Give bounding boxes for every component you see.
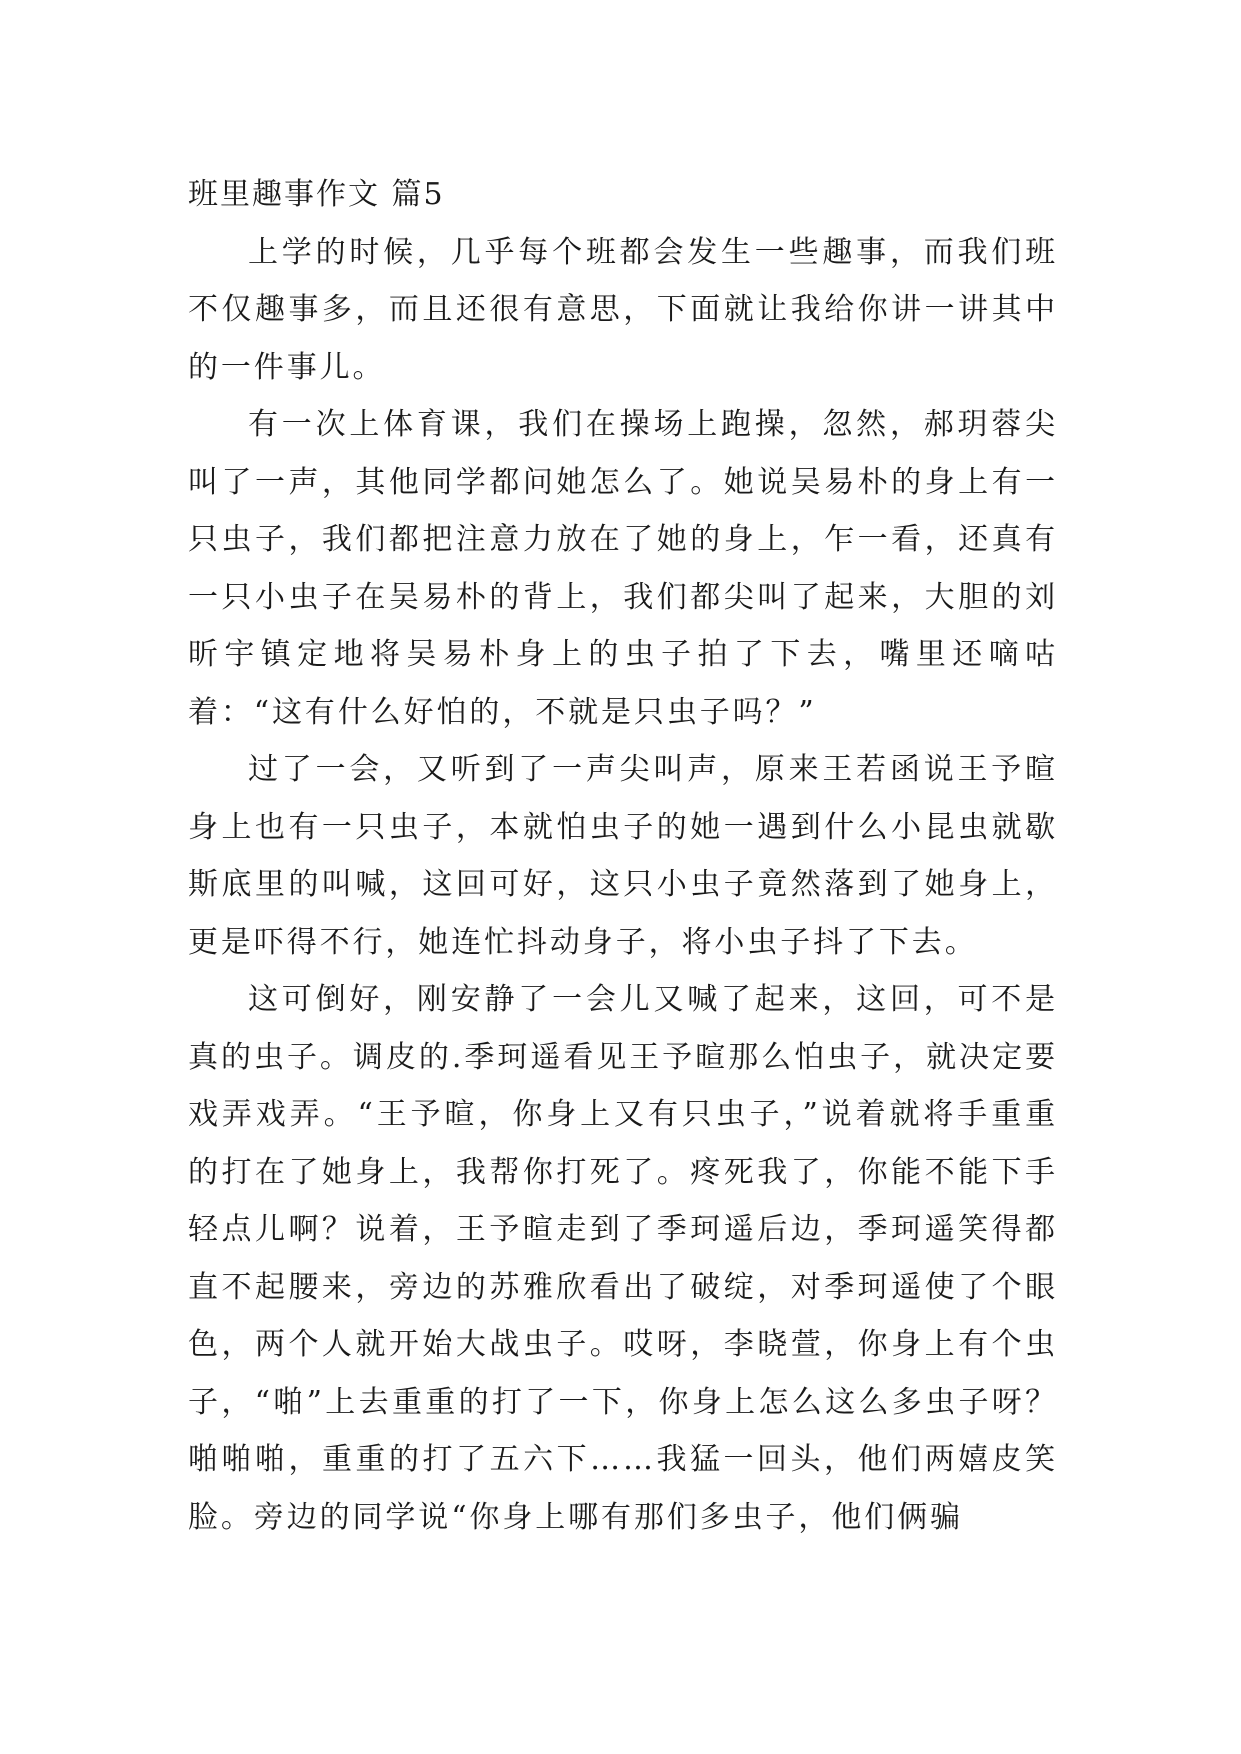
paragraph-3: 过了一会，又听到了一声尖叫声，原来王若函说王予暄身上也有一只虫子，本就怕虫子的她一遇到什么小昆虫就歇斯底里的叫喊，这回可好，这只小虫子竟然落到了她身上，更是吓得不行，她连忙抖动身子，将小虫子抖了下去。	[188, 752, 1058, 960]
paragraph-4: 这可倒好，刚安静了一会儿又喊了起来，这回，可不是真的虫子。调皮的.季珂遥看见王予暄那么怕虫子，就决定要戏弄戏弄。“王予暄，你身上又有只虫子，”说着就将手重重的打在了她身上，我帮你打死了。疼死我了，你能不能下手轻点儿啊？说着，王予暄走到了季珂遥后边，季珂遥笑得都直不起腰来，旁边的苏雅欣看出了破绽，对季珂遥使了个眼色，两个人就开始大战虫子。哎呀，李晓萱，你身上有个虫子，“啪”上去重重的打了一下，你身上怎么这么多虫子呀？啪啪啪，重重的打了五六下……我猛一回头，他们两嬉皮笑脸。旁边的同学说“你身上哪有那们多虫子，他们俩骗	[188, 982, 1058, 1535]
essay-title: 班里趣事作文 篇5	[188, 177, 445, 212]
paragraph-2: 有一次上体育课，我们在操场上跑操，忽然，郝玥蓉尖叫了一声，其他同学都问她怎么了。她说吴易朴的身上有一只虫子，我们都把注意力放在了她的身上，乍一看，还真有一只小虫子在吴易朴的背上，我们都尖叫了起来，大胆的刘昕宇镇定地将吴易朴身上的虫子拍了下去，嘴里还嘀咕着：“这有什么好怕的，不就是只虫子吗？”	[188, 407, 1058, 730]
paragraph-1: 上学的时候，几乎每个班都会发生一些趣事，而我们班不仅趣事多，而且还很有意思，下面就让我给你讲一讲其中的一件事儿。	[188, 234, 1058, 385]
document-body	[188, 166, 1058, 1546]
